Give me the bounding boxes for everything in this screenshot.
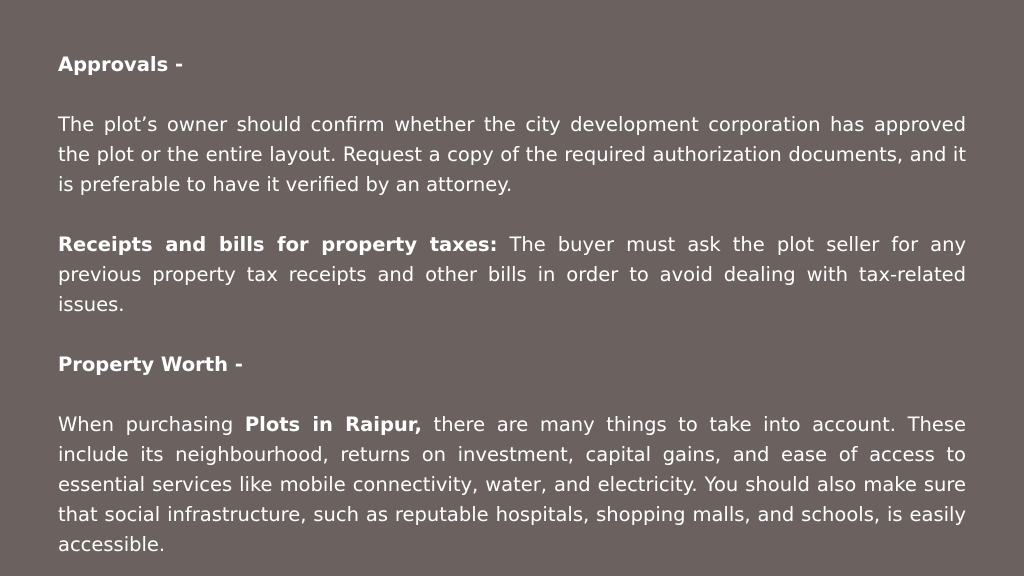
worth-body-before: When purchasing — [58, 413, 245, 436]
receipts-paragraph — [58, 230, 966, 320]
receipts-body: The buyer must ask the plot seller for any previous property tax receipts and other bills in order to avoid dealing with tax-related issues. — [58, 233, 966, 316]
worth-body-after: there are many things to take into account. These include its neighbourhood, returns on investment, capital gains, and ease of access to essential services like mobile connectivity, water, and electricity. You should also make sure that social infrastructure, such as reputable hospitals, shopping malls, and schools, is easily accessible. — [58, 413, 966, 556]
property-worth-paragraph — [58, 410, 966, 560]
worth-bold-phrase: Plots in Raipur, — [244, 413, 422, 436]
slide-content — [58, 50, 966, 560]
spacer — [58, 320, 966, 350]
spacer — [58, 200, 966, 230]
property-worth-heading: Property Worth - — [58, 353, 243, 376]
spacer — [58, 80, 966, 110]
spacer — [58, 380, 966, 410]
approvals-paragraph: The plot’s owner should confirm whether the city development corporation has approved the plot or the entire layout. Request a copy of the required authorization documents, and it is preferable to have it verified by an attorney. — [58, 113, 966, 196]
approvals-heading: Approvals - — [58, 53, 184, 76]
receipts-lead: Receipts and bills for property taxes: — [58, 233, 498, 256]
